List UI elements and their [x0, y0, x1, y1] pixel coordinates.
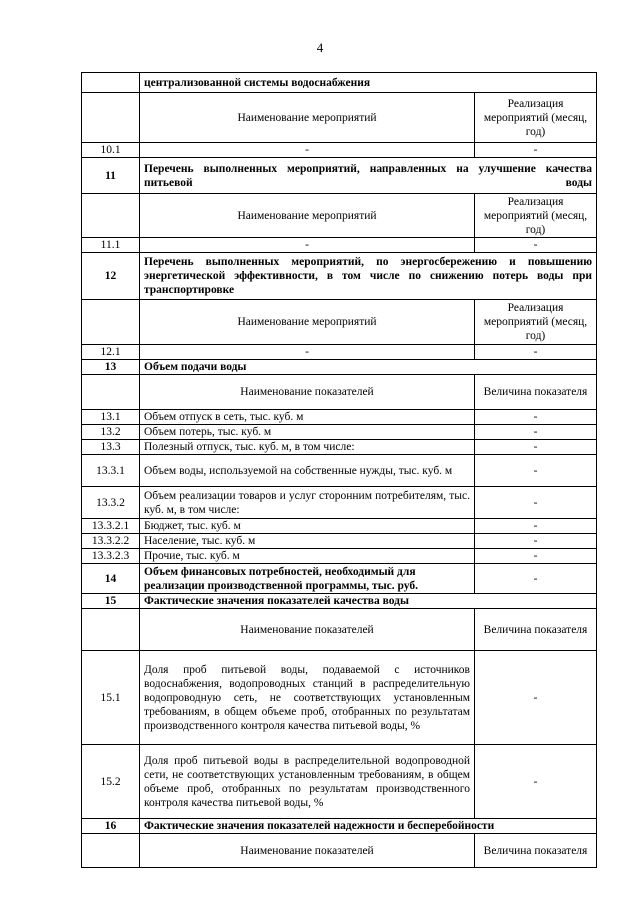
section-title: Перечень выполненных мероприятий, направленных на улучшение качества питьевой воды [140, 158, 597, 194]
item-description: Доля проб питьевой воды, подаваемой с источников водоснабжения, водопроводных станций в распределительную водопроводную сеть, не соответствующих установленным требованиям, в общем объеме проб, отобранных по результатам производственного контроля качества питьевой воды, % [140, 651, 475, 745]
value-cell: - [475, 410, 597, 425]
table-row-item [82, 238, 597, 253]
item-description: - [140, 238, 475, 253]
item-description: Прочие, тыс. куб. м [140, 549, 475, 564]
row-number-cell: 12 [82, 253, 140, 300]
row-number-cell: 11 [82, 158, 140, 194]
table-row-section [82, 594, 597, 609]
report-table [81, 72, 597, 868]
value-cell: - [475, 549, 597, 564]
table-row-item [82, 549, 597, 564]
row-number-cell: 13.3.2.2 [82, 534, 140, 549]
table-row-item [82, 651, 597, 745]
column-header-name: Наименование мероприятий [140, 93, 475, 143]
value-cell: - [475, 519, 597, 534]
row-number-cell: 13 [82, 360, 140, 375]
row-number-cell: 13.3.2.3 [82, 549, 140, 564]
value-cell: - [475, 651, 597, 745]
value-cell: - [475, 238, 597, 253]
row-number-cell [82, 194, 140, 238]
value-cell: - [475, 487, 597, 519]
row-number-cell [82, 300, 140, 345]
table-row-section [82, 158, 597, 194]
value-cell: - [475, 425, 597, 440]
table-row-item [82, 519, 597, 534]
row-number-cell [82, 834, 140, 868]
row-number-cell: 16 [82, 819, 140, 834]
table-row-header [82, 375, 597, 410]
table-row-item [82, 345, 597, 360]
column-header-value: Реализация мероприятий (месяц, год) [475, 194, 597, 238]
value-cell: - [475, 455, 597, 487]
item-description: Объем воды, используемой на собственные нужды, тыс. куб. м [140, 455, 475, 487]
row-number-cell: 13.3 [82, 440, 140, 455]
value-cell: - [475, 745, 597, 819]
table-row-item [82, 745, 597, 819]
row-number-cell: 11.1 [82, 238, 140, 253]
table-row-item [82, 425, 597, 440]
row-number-cell: 13.2 [82, 425, 140, 440]
row-number-cell: 12.1 [82, 345, 140, 360]
table-row-header [82, 609, 597, 651]
table-row-item [82, 143, 597, 158]
row-number-cell [82, 93, 140, 143]
row-number-cell [82, 375, 140, 410]
table-row-section [82, 73, 597, 93]
value-cell: - [475, 440, 597, 455]
column-header-value: Реализация мероприятий (месяц, год) [475, 93, 597, 143]
section-title: Объем подачи воды [140, 360, 597, 375]
item-description: - [140, 345, 475, 360]
column-header-name: Наименование показателей [140, 609, 475, 651]
row-number-cell: 10.1 [82, 143, 140, 158]
column-header-name: Наименование мероприятий [140, 300, 475, 345]
item-description: Объем потерь, тыс. куб. м [140, 425, 475, 440]
table-row-header [82, 834, 597, 868]
table-row-header [82, 93, 597, 143]
section-title: централизованной системы водоснабжения [140, 73, 597, 93]
row-number-cell: 15 [82, 594, 140, 609]
table-row-item [82, 410, 597, 425]
row-number-cell [82, 609, 140, 651]
row-number-cell: 13.3.1 [82, 455, 140, 487]
section-title: Объем финансовых потребностей, необходимый для реализации производственной программы, тыс. руб. [140, 564, 475, 594]
section-title: Перечень выполненных мероприятий, по энергосбережению и повышению энергетической эффективности, в том числе по снижению потерь воды при транспортировке [140, 253, 597, 300]
table-row-section [82, 564, 597, 594]
page-number: 4 [316, 40, 324, 55]
table-row-section [82, 253, 597, 300]
table-row-item [82, 487, 597, 519]
column-header-value: Величина показателя [475, 834, 597, 868]
value-cell: - [475, 534, 597, 549]
row-number-cell: 14 [82, 564, 140, 594]
row-number-cell: 15.1 [82, 651, 140, 745]
column-header-value: Величина показателя [475, 609, 597, 651]
table-row-item [82, 455, 597, 487]
section-title: Фактические значения показателей качества воды [140, 594, 597, 609]
column-header-name: Наименование мероприятий [140, 194, 475, 238]
item-description: Доля проб питьевой воды в распределительной водопроводной сети, не соответствующих установленным требованиям, в общем объеме проб, отобранных по результатам производственного контроля качества питьевой воды, % [140, 745, 475, 819]
item-description: Бюджет, тыс. куб. м [140, 519, 475, 534]
value-cell: - [475, 143, 597, 158]
table-row-header [82, 194, 597, 238]
item-description: Полезный отпуск, тыс. куб. м, в том числе: [140, 440, 475, 455]
table-row-item [82, 534, 597, 549]
column-header-name: Наименование показателей [140, 834, 475, 868]
row-number-cell [82, 73, 140, 93]
row-number-cell: 13.1 [82, 410, 140, 425]
item-description: Объем отпуск в сеть, тыс. куб. м [140, 410, 475, 425]
table-row-header [82, 300, 597, 345]
column-header-name: Наименование показателей [140, 375, 475, 410]
column-header-value: Величина показателя [475, 375, 597, 410]
table-row-item [82, 440, 597, 455]
report-table-body [82, 73, 597, 868]
item-description: - [140, 143, 475, 158]
row-number-cell: 13.3.2 [82, 487, 140, 519]
column-header-value: Реализация мероприятий (месяц, год) [475, 300, 597, 345]
item-description: Население, тыс. куб. м [140, 534, 475, 549]
item-description: Объем реализации товаров и услуг сторонним потребителям, тыс. куб. м, в том числе: [140, 487, 475, 519]
value-cell: - [475, 564, 597, 594]
value-cell: - [475, 345, 597, 360]
section-title: Фактические значения показателей надежности и бесперебойности [140, 819, 597, 834]
table-row-section [82, 360, 597, 375]
row-number-cell: 15.2 [82, 745, 140, 819]
table-row-section [82, 819, 597, 834]
row-number-cell: 13.3.2.1 [82, 519, 140, 534]
